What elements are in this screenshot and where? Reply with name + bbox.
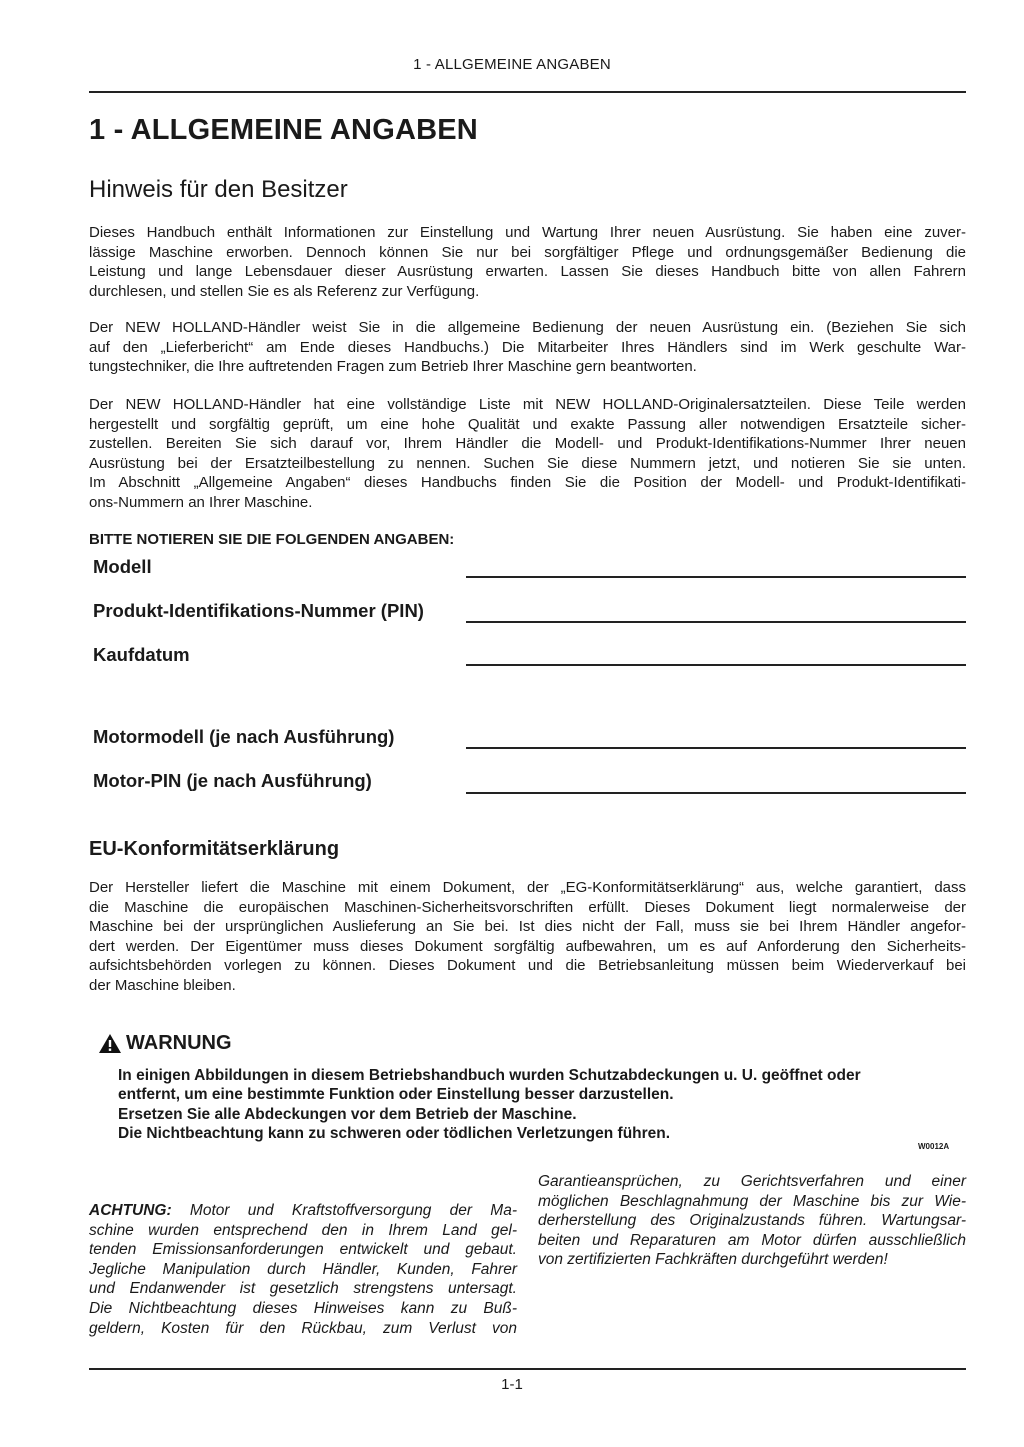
field-label-motormodell: Motormodell (je nach Ausführung): [93, 726, 395, 747]
warning-line: In einigen Abbildungen in diesem Betriebshandbuch wurden Schutzabdeckungen u. U. geöffnet oder: [118, 1067, 861, 1084]
paragraph-line: dert werden. Der Eigentümer muss dieses Dokument sorgfältig aufbewahren, um es auf Anforderung den Sicherheits-: [89, 937, 966, 955]
record-heading: BITTE NOTIEREN SIE DIE FOLGENDEN ANGABEN:: [89, 531, 455, 548]
paragraph-line: Der NEW HOLLAND-Händler weist Sie in die allgemeine Bedienung der neuen Ausrüstung ein. (Beziehen Sie sich: [89, 319, 966, 336]
notice-line: möglichen Beschlagnahmung der Maschine bis zur Wie-: [538, 1192, 966, 1210]
paragraph-spare-parts: [89, 395, 966, 513]
notice-line: Jegliche Manipulation durch Händler, Kunden, Fahrer: [89, 1260, 517, 1278]
notice-line: von zertifizierten Fachkräften durchgeführt werden!: [538, 1251, 888, 1269]
eu-declaration-title: EU-Konformitätserklärung: [89, 838, 340, 860]
paragraph-line: Der Hersteller liefert die Maschine mit einem Dokument, der „EG-Konformitätserklärung“ aus, welche garantiert, dass: [89, 879, 966, 896]
notice-line: [89, 1201, 517, 1221]
warning-body: [118, 1066, 948, 1144]
warning-heading: [98, 1032, 232, 1055]
paragraph-line: ons-Nummern an Ihrer Maschine.: [89, 493, 313, 511]
notice-line: Die Nichtbeachtung dieses Hinweises kann zu Buß-: [89, 1299, 517, 1317]
paragraph-owner-info: [89, 223, 966, 301]
page-number: 1-1: [501, 1376, 523, 1393]
eu-declaration-text: [89, 878, 966, 996]
paragraph-line: Maschine bei der ursprünglichen Auslieferung an Sie bei. Ist dies nicht der Fall, muss sie bei Ihrem Händler angefor-: [89, 918, 966, 936]
paragraph-dealer-instruction: [89, 318, 966, 377]
paragraph-line: hergestellt und sorgfältig geprüft, um eine hohe Qualität und exakte Passung aller notwendigen Ersatzteile sicher-: [89, 415, 966, 433]
paragraph-line: Im Abschnitt „Allgemeine Angaben“ dieses Handbuchs finden Sie die Position der Modell- und Produkt-Identifikati-: [89, 474, 966, 492]
warning-line: entfernt, um eine bestimmte Funktion oder Einstellung besser darzustellen.: [118, 1086, 674, 1104]
paragraph-line: Leistung und lange Lebensdauer dieser Ausrüstung erwarten. Lassen Sie dieses Handbuch bitte von allen Fahrern: [89, 263, 966, 281]
notice-line: und Endanwender ist gesetzlich strengstens untersagt.: [89, 1280, 517, 1298]
paragraph-line: der Maschine bleiben.: [89, 976, 236, 994]
field-label-kaufdatum: Kaufdatum: [93, 644, 190, 665]
field-line-pin[interactable]: [466, 621, 966, 623]
notice-line: tenden Emissionsanforderungen entwickelt und gebaut.: [89, 1241, 517, 1259]
notice-line: beiten und Reparaturen am Motor dürfen ausschließlich: [538, 1231, 966, 1249]
field-label-pin: Produkt-Identifikations-Nummer (PIN): [93, 600, 424, 621]
notice-line: schine wurden entsprechend den in Ihrem Land gel-: [89, 1221, 517, 1239]
paragraph-line: auf den „Lieferbericht“ am Ende dieses Handbuchs.) Die Mitarbeiter Ihres Händlers sind im Werk geschulte War-: [89, 338, 966, 356]
header-rule: [89, 91, 966, 93]
field-label-modell: Modell: [93, 556, 152, 577]
notice-line: Garantieansprüchen, zu Gerichtsverfahren und einer: [538, 1173, 966, 1190]
paragraph-line: durchlesen, und stellen Sie es als Referenz zur Verfügung.: [89, 282, 480, 300]
warning-triangle-icon: [98, 1033, 122, 1054]
paragraph-line: Der NEW HOLLAND-Händler hat eine vollständige Liste mit NEW HOLLAND-Originalersatzteilen. Diese Teile werden: [89, 396, 966, 413]
paragraph-line: zustellen. Bereiten Sie sich darauf vor, Ihrem Händler die Modell- und Produkt-Identifikations-Nummer Ihrer neuen: [89, 435, 966, 453]
notice-line: derherstellung des Originalzustands führen. Wartungsar-: [538, 1212, 966, 1230]
paragraph-line: lässige Maschine erworben. Dennoch können Sie nur bei sorgfältiger Pflege und ordnungsgemäßer Bedienung die: [89, 243, 966, 261]
notice-right-column: [538, 1172, 966, 1270]
warning-line: Die Nichtbeachtung kann zu schweren oder tödlichen Verletzungen führen.: [118, 1125, 671, 1143]
paragraph-line: Ausrüstung bei der Ersatzteilbestellung zu nennen. Suchen Sie diese Nummern jetzt, und notieren Sie sie unten.: [89, 454, 966, 472]
notice-left-column: [89, 1201, 517, 1338]
field-line-motormodell[interactable]: [466, 747, 966, 749]
field-label-motor-pin: Motor-PIN (je nach Ausführung): [93, 770, 372, 791]
footer-rule: [89, 1368, 966, 1370]
notice-label: ACHTUNG:: [89, 1202, 172, 1219]
paragraph-line: die Maschine die europäischen Maschinen-Sicherheitsvorschriften erfüllt. Dieses Dokument liegt normalerweise der: [89, 898, 966, 916]
field-line-kaufdatum[interactable]: [466, 664, 966, 666]
paragraph-line: Dieses Handbuch enthält Informationen zur Einstellung und Wartung Ihrer neuen Ausrüstung. Sie haben eine zuver-: [89, 224, 966, 241]
warning-line: Ersetzen Sie alle Abdeckungen vor dem Betrieb der Maschine.: [118, 1105, 577, 1123]
field-line-modell[interactable]: [466, 576, 966, 578]
field-line-motor-pin[interactable]: [466, 792, 966, 794]
notice-line-text: Motor und Kraftstoffversorgung der Ma-: [189, 1202, 518, 1219]
running-header: 1 - ALLGEMEINE ANGABEN: [413, 56, 611, 73]
section-title: Hinweis für den Besitzer: [89, 176, 348, 203]
notice-line: geldern, Kosten für den Rückbau, zum Verlust von: [89, 1319, 517, 1337]
paragraph-line: tungstechniker, die Ihre auftretenden Fragen zum Betrieb Ihrer Maschine gern beantworten.: [89, 358, 697, 376]
warning-title: WARNUNG: [126, 1032, 232, 1054]
warning-code: W0012A: [918, 1142, 950, 1151]
paragraph-line: aufsichtsbehörden vorlegen zu können. Dieses Dokument und die Betriebsanleitung müssen beim Wiederverkauf bei: [89, 957, 966, 975]
chapter-title: 1 - ALLGEMEINE ANGABEN: [89, 114, 478, 146]
